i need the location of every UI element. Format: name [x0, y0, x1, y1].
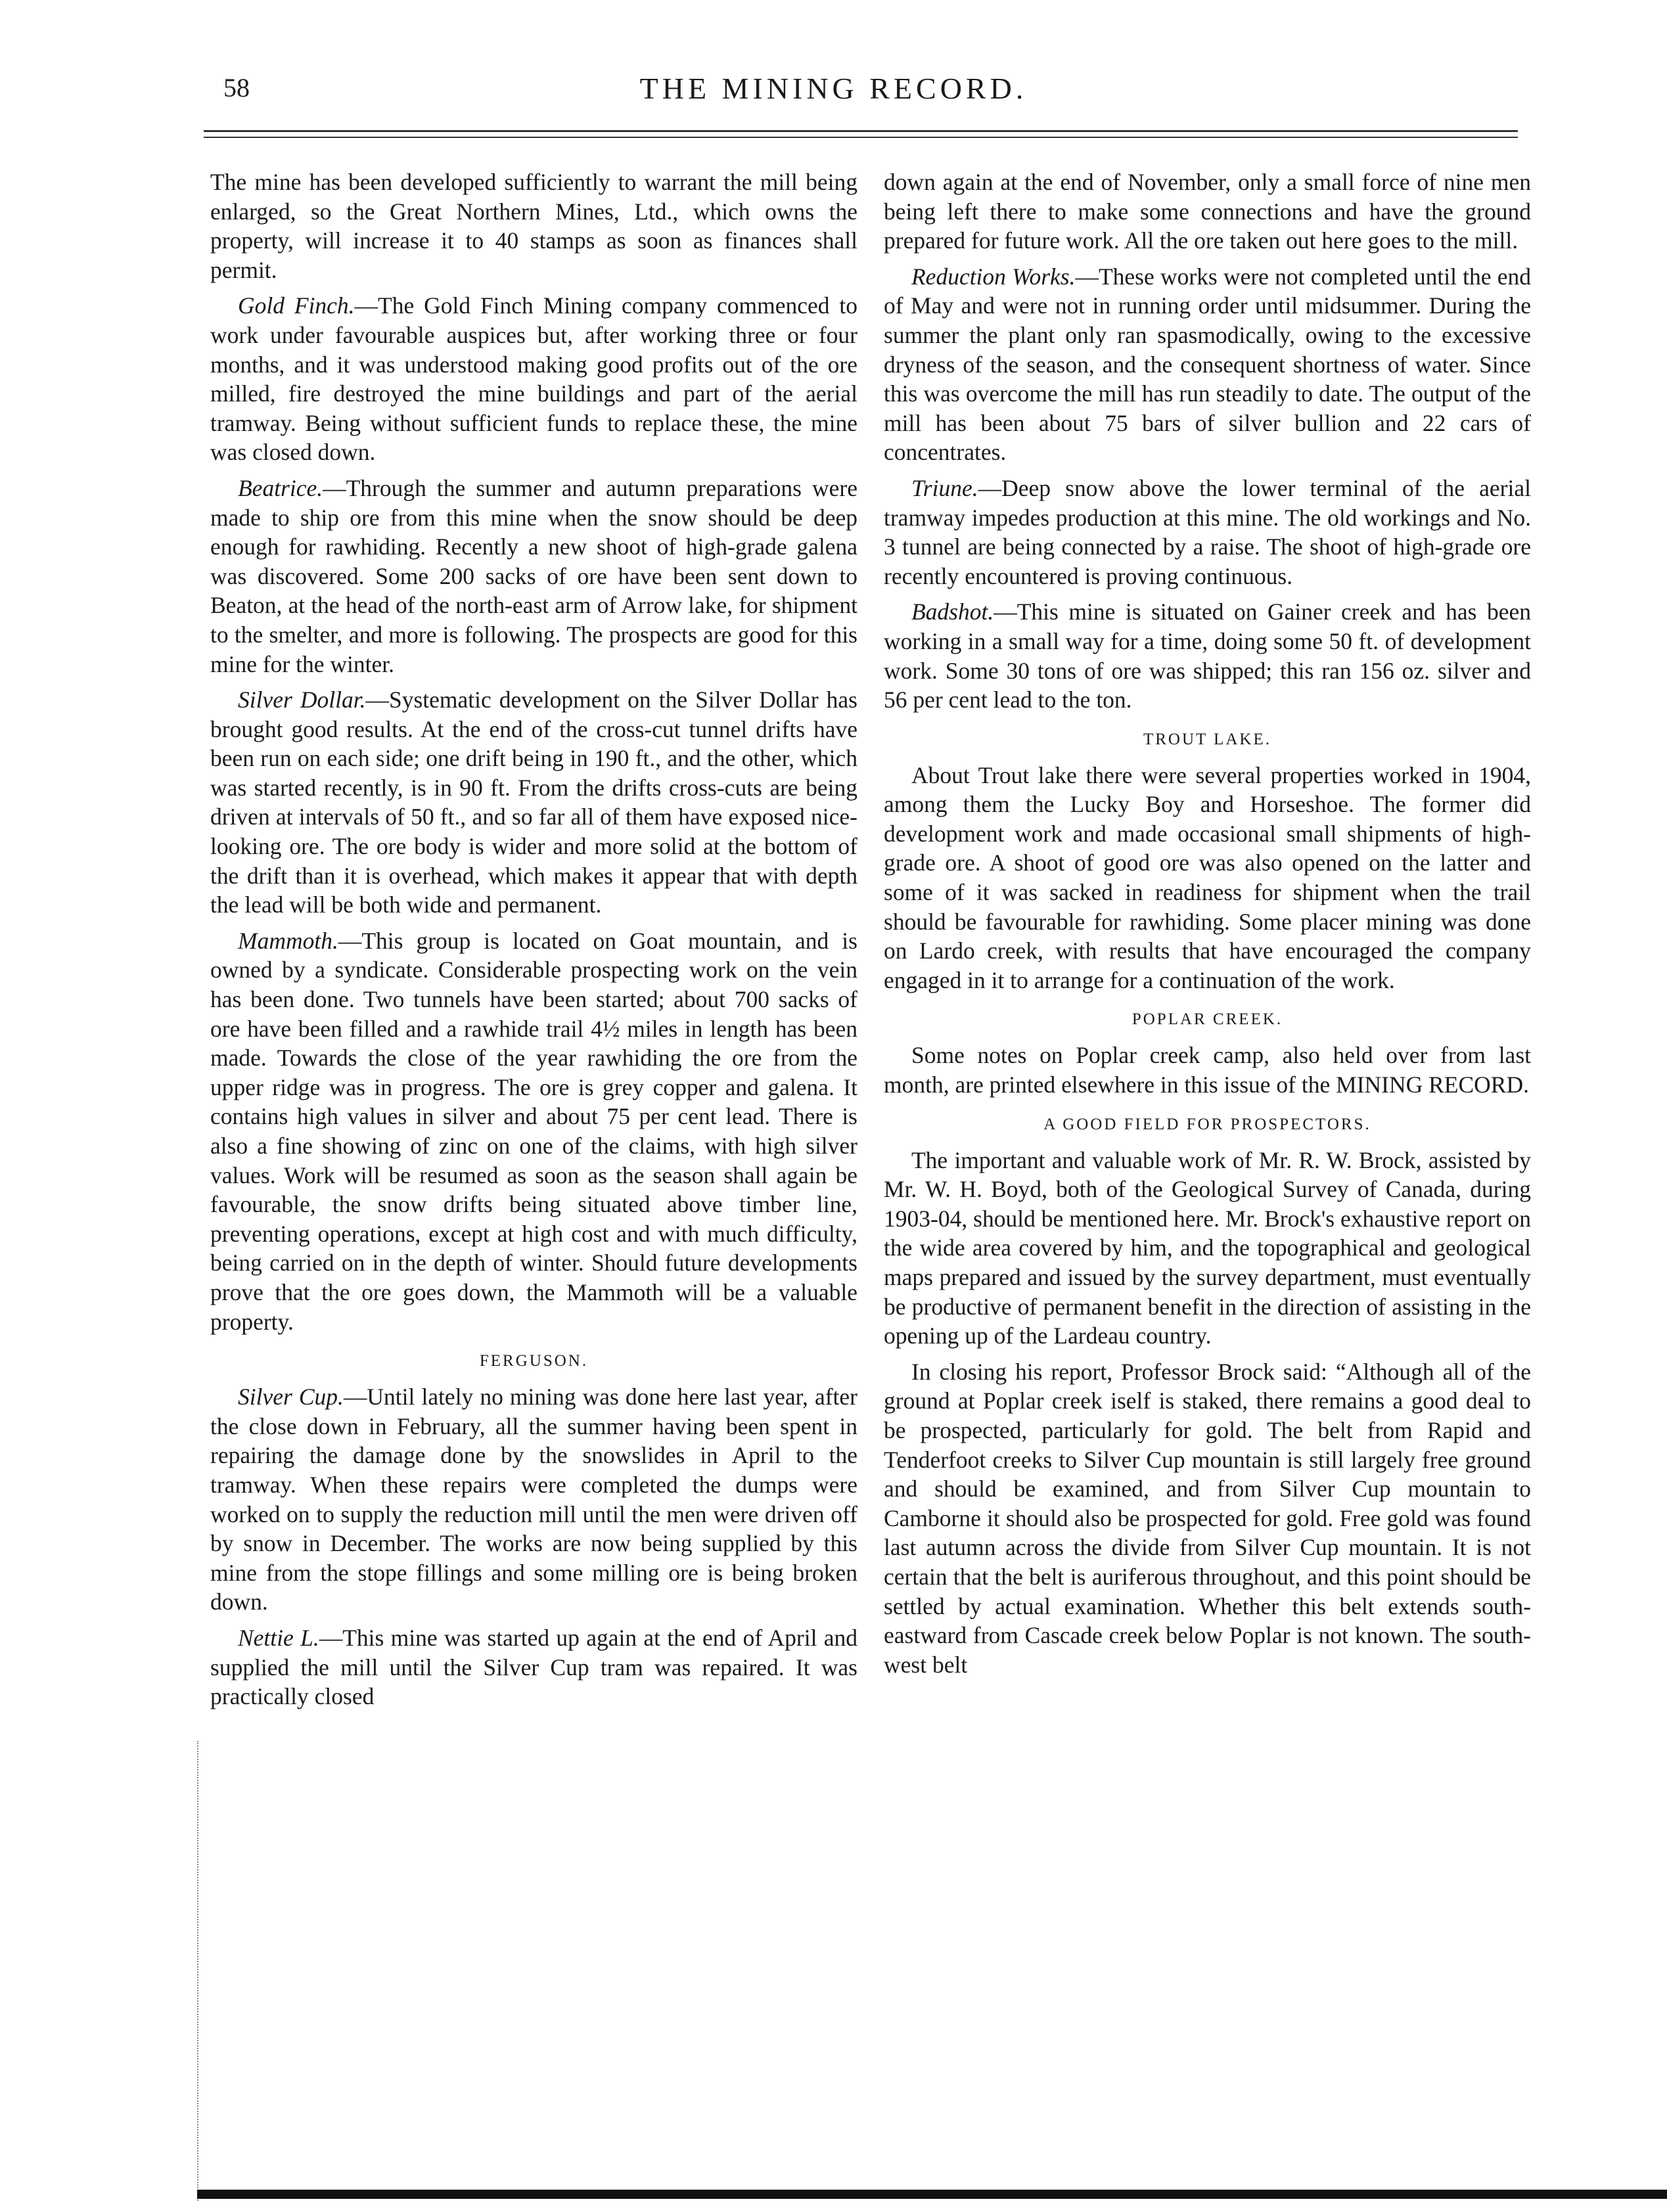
- paragraph-text: —Until lately no mining was done here last year, after the close down in February, all the summer having been spent in repairing the damage done by the snowslides in April to the tramway. When these repairs were completed the dumps were worked on to supply the reduction mill until the men were driven off by snow in December. The works are now being supplied by this mine from the stope fillings and some milling ore is being broken down.: [210, 1384, 858, 1615]
- paragraph-lead: Triune.: [911, 474, 978, 501]
- paragraph-text: —The Gold Finch Mining company commenced to work under favourable auspices but, after working three or four months, and it was understood making good profits out of the ore milled, fire destroyed the mine buildings and part of the aerial tramway. Being without sufficient funds to replace these, the mine was closed down.: [210, 292, 858, 466]
- paragraph-lead: Reduction Works.: [911, 263, 1076, 290]
- paragraph: [884, 474, 1531, 591]
- paragraph-text: —Deep snow above the lower terminal of the aerial tramway impedes production at this mine. The old workings and No. 3 tunnel are being connected by a raise. The shoot of high-grade ore recently encountered is proving continuous.: [884, 474, 1531, 589]
- paragraph: [884, 168, 1531, 256]
- paragraph-lead: Gold Finch.: [238, 292, 355, 319]
- paragraph: [210, 685, 857, 920]
- paragraph: [210, 926, 857, 1336]
- paragraph: [210, 291, 857, 467]
- paragraph-text: The mine has been developed sufficiently to warrant the mill being enlarged, so the Great Northern Mines, Ltd., which owns the property, will increase it to 40 stamps as soon as finances shall permit.: [210, 169, 857, 283]
- paragraph-text: down again at the end of November, only a small force of nine men being left there to make some connections and have the ground prepared for future work. All the ore taken out here goes to the mill.: [884, 169, 1531, 254]
- paragraph-text: —These works were not completed until the end of May and were not in running order until midsummer. During the summer the plant only ran spasmodically, owing to the excessive dryness of the season, and the consequent shortness of water. Since this was overcome the mill has run steadily to date. The output of the mill has been about 75 bars of silver bullion and 22 cars of concentrates.: [884, 263, 1532, 466]
- paragraph-text: Some notes on Poplar creek camp, also held over from last month, are printed elsewhere in this issue of the MINING RECORD.: [884, 1042, 1531, 1098]
- right-column: [884, 168, 1531, 1686]
- paragraph: [884, 1041, 1531, 1099]
- paragraph-lead: Nettie L.: [238, 1624, 319, 1651]
- paragraph-text: —Systematic development on the Silver Dollar has brought good results. At the end of the cross-cut tunnel drifts have been run on each side; one drift being in 190 ft., and the other, which was started recently, is in 90 ft. From the drifts cross-cuts are being driven at intervals of 50 ft., and so far all of them have exposed nice-looking ore. The ore body is wider and more solid at the bottom of the drift than it is overhead, which makes it appear that with depth the lead will be both wide and permanent.: [210, 687, 857, 918]
- header-rule-thin: [204, 137, 1518, 138]
- header-rule: [204, 130, 1518, 132]
- paragraph: [884, 262, 1531, 467]
- section-heading: FERGUSON.: [479, 1352, 589, 1370]
- paragraph-lead: Mammoth.: [238, 927, 338, 954]
- running-head: THE MINING RECORD.: [639, 72, 1028, 105]
- paragraph: [884, 1357, 1531, 1680]
- page-bottom-edge: [197, 2190, 1667, 2199]
- paragraph-text: In closing his report, Professor Brock said: “Although all of the ground at Poplar creek iself is staked, there remains a good deal to be prospected, particularly for gold. The belt from Rapid and Tenderfoot creeks to Silver Cup mountain is still largely free ground and should be examined, and from Silver Cup mountain to Camborne it should also be prospected for gold. Free gold was found last autumn across the divide from Silver Cup mountain. It is not certain that the belt is auriferous throughout, and this point should be settled by actual examination. Whether this belt extends south-eastward from Cascade creek below Poplar is not known. The south-west belt: [884, 1358, 1531, 1678]
- paragraph-lead: Badshot.: [911, 598, 994, 625]
- paragraph-text: —This group is located on Goat mountain, and is owned by a syndicate. Considerable prospecting work on the vein has been done. Two tunnels have been started; about 700 sacks of ore have been filled and a rawhide trail 4½ miles in length has been made. Towards the close of the year rawhiding the ore from the upper ridge was in progress. The ore is grey copper and galena. It contains high values in silver and about 75 per cent lead. There is also a fine showing of zinc on one of the claims, with high silver values. Work will be resumed as soon as the season shall again be favourable, the snow drifts being situated above timber line, preventing operations, except at high cost and with much difficulty, being carried on in the depth of winter. Should future developments prove that the ore goes down, the Mammoth will be a valuable property.: [210, 927, 857, 1335]
- paragraph-text: The important and valuable work of Mr. R. W. Brock, assisted by Mr. W. H. Boyd, both of the Geological Survey of Canada, during 1903-04, should be mentioned here. Mr. Brock's exhaustive report on the wide area covered by him, and the topographical and geological maps prepared and issued by the survey department, must eventually be productive of permanent benefit in the direction of assisting in the opening up of the Lardeau country.: [884, 1146, 1531, 1349]
- paragraph-lead: Silver Cup.: [238, 1384, 344, 1411]
- paragraph: [210, 1623, 857, 1711]
- paragraph-text: —This mine was started up again at the end of April and supplied the mill until the Silver Cup tram was repaired. It was practically closed: [210, 1624, 857, 1710]
- paragraph: [884, 1146, 1531, 1351]
- paragraph: [210, 168, 857, 284]
- paragraph: [210, 474, 857, 679]
- paragraph-lead: Beatrice.: [238, 474, 323, 501]
- section-heading: POPLAR CREEK.: [1131, 1010, 1283, 1029]
- paragraph: [210, 1382, 857, 1617]
- margin-binding-mark: [197, 1741, 201, 2201]
- paragraph-text: —Through the summer and autumn preparations were made to ship ore from this mine when the snow should be deep enough for rawhiding. Recently a new shoot of high-grade galena was discovered. Some 200 sacks of ore have been sent down to Beaton, at the head of the north-east arm of Arrow lake, for shipment to the smelter, and more is following. The prospects are good for this mine for the winter.: [210, 474, 857, 677]
- paragraph: [884, 597, 1531, 714]
- paragraph-text: About Trout lake there were several properties worked in 1904, among them the Lucky Boy and Horseshoe. The former did development work and made occasional small shipments of high-grade ore. A shoot of good ore was also opened on the latter and some of it was sacked in readiness for shipment when the trail should be favourable for rawhiding. Some placer mining was done on Lardo creek, with results that have encouraged the company engaged in it to arrange for a continuation of the work.: [884, 761, 1531, 993]
- left-column: [210, 168, 857, 1718]
- section-heading: A GOOD FIELD FOR PROSPECTORS.: [1043, 1115, 1371, 1133]
- paragraph-lead: Silver Dollar.: [238, 687, 366, 713]
- paragraph: [884, 761, 1531, 995]
- section-heading: TROUT LAKE.: [1143, 730, 1272, 748]
- page-number: 58: [223, 73, 250, 102]
- paragraph-text: —This mine is situated on Gainer creek and has been working in a small way for a time, doing some 50 ft. of development work. Some 30 tons of ore was shipped; this ran 156 oz. silver and 56 per cent lead to the ton.: [884, 598, 1531, 713]
